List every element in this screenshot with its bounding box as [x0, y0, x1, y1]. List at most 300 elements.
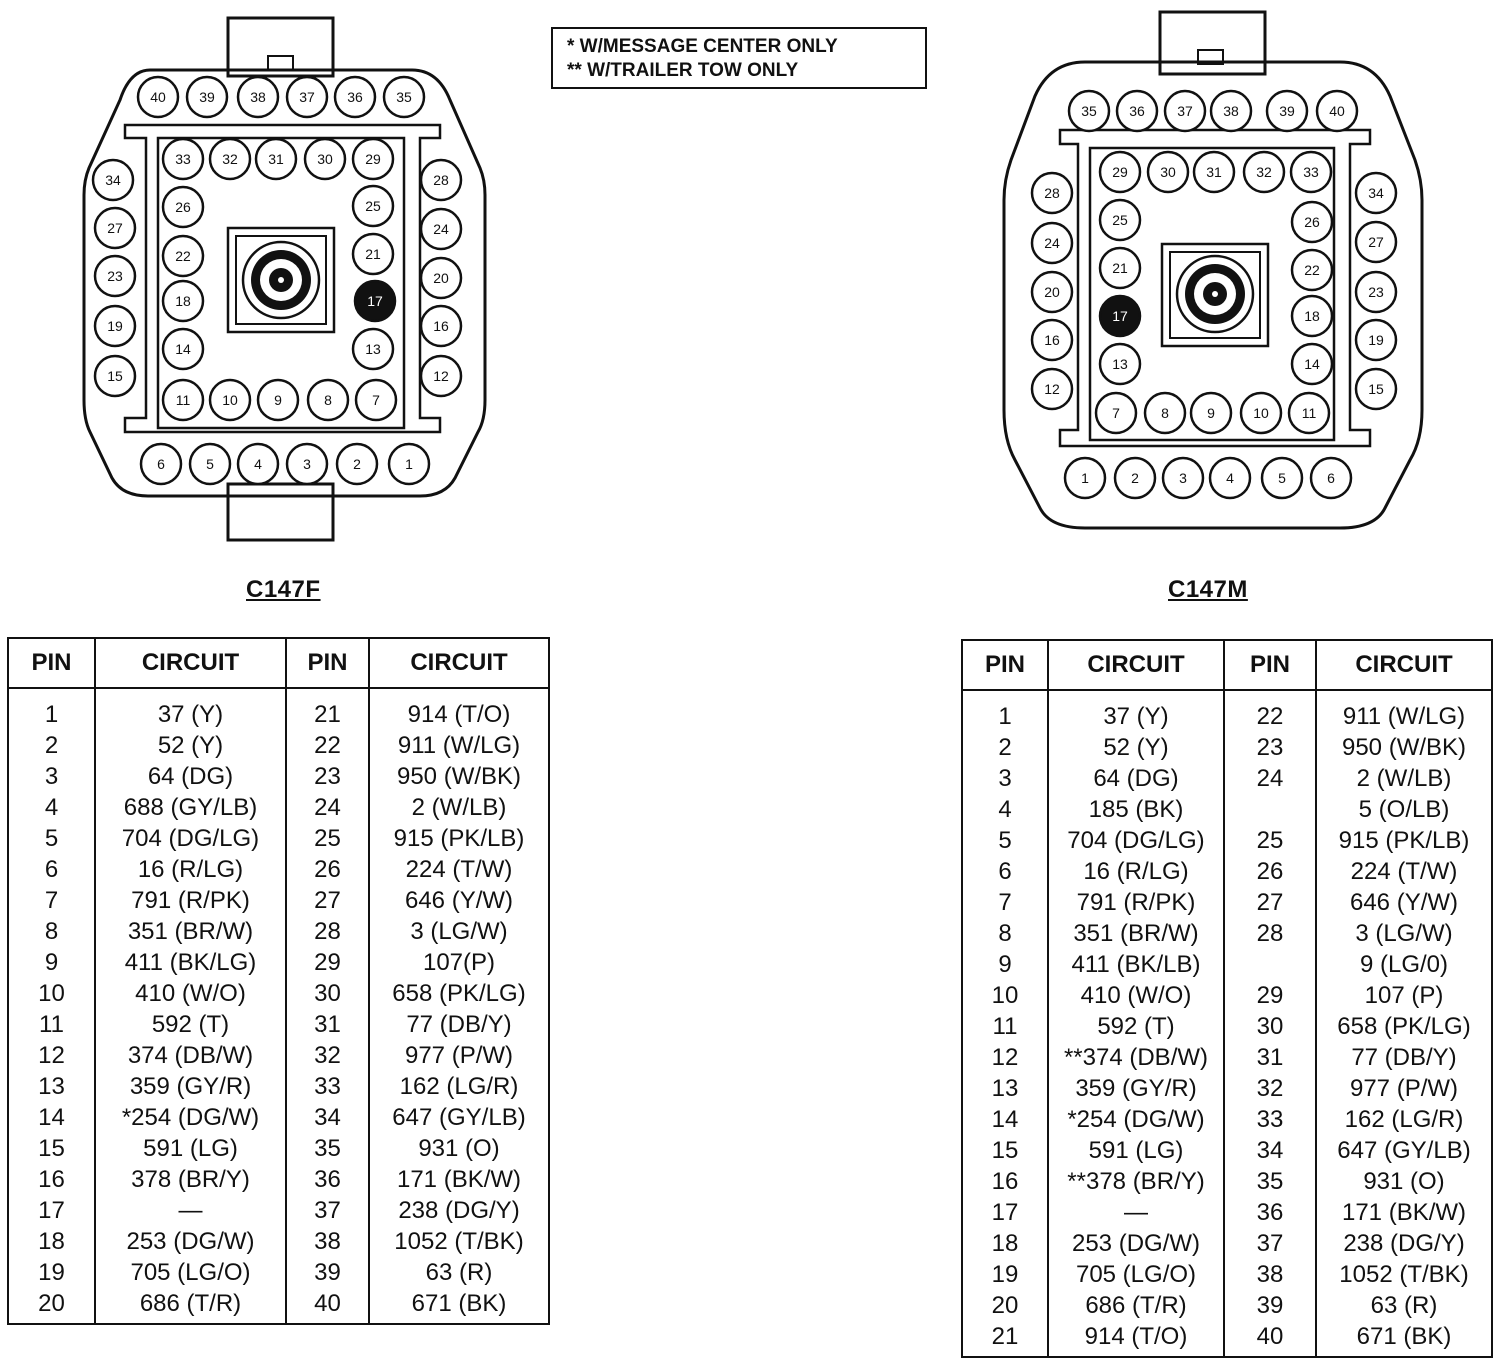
pin-number: 28 — [286, 916, 369, 947]
circuit-value: 9 (LG/0) — [1359, 950, 1449, 978]
c147m-housing — [1004, 12, 1422, 528]
footnote-trailer-tow: ** W/TRAILER TOW ONLY — [567, 60, 799, 81]
circuit-value: 658 (PK/LG) — [1337, 1012, 1471, 1040]
pin-cavity-number: 10 — [222, 392, 238, 408]
table-row — [8, 1195, 549, 1226]
circuit-value: 647 (GY/LB) — [392, 1103, 526, 1131]
circuit-value: *254 (DG/W) — [1048, 1104, 1224, 1135]
pin-cavity-number: 21 — [1112, 260, 1128, 276]
pin-cavity-number: 31 — [1206, 164, 1222, 180]
circuit-value: 410 (W/O) — [1048, 980, 1224, 1011]
pin-cavity-number: 11 — [1301, 405, 1317, 421]
table-row — [962, 1259, 1492, 1290]
pin-number: 38 — [286, 1226, 369, 1257]
table-row — [8, 978, 549, 1009]
circuit-value: 411 (BK/LG) — [95, 947, 286, 978]
circuit-value: 5 (O/LB) — [1358, 795, 1450, 823]
pin-number: 37 — [286, 1195, 369, 1226]
pin-number: 38 — [1224, 1259, 1316, 1290]
pin-number: 31 — [1224, 1042, 1316, 1073]
circuit-value: 185 (BK) — [1048, 794, 1224, 825]
pin-number: 25 — [1224, 825, 1316, 856]
table-row — [8, 1164, 549, 1195]
pin-cavity-number: 32 — [1256, 164, 1272, 180]
circuit-value: 646 (Y/W) — [1349, 888, 1459, 916]
table-row — [962, 1042, 1492, 1073]
c147m-pin-table — [961, 639, 1493, 1358]
pin-number: 39 — [1224, 1290, 1316, 1321]
pin-number: 13 — [962, 1073, 1048, 1104]
pin-cavity-number: 9 — [274, 392, 282, 408]
circuit-value: 351 (BR/W) — [95, 916, 286, 947]
table-row — [8, 761, 549, 792]
circuit-value: 931 (O) — [1363, 1167, 1445, 1195]
pin-cavity-number: 29 — [1112, 164, 1128, 180]
circuit-value: 591 (LG) — [1048, 1135, 1224, 1166]
circuit-value: 686 (T/R) — [95, 1288, 286, 1324]
c147m-title: C147M — [1168, 576, 1248, 603]
table-row — [962, 1321, 1492, 1357]
header-circuit: CIRCUIT — [95, 638, 286, 688]
pin-cavity-number: 23 — [107, 268, 123, 284]
table-header-row — [8, 638, 549, 688]
pin-number: 18 — [8, 1226, 95, 1257]
pin-cavity-number: 11 — [175, 392, 191, 408]
header-pin: PIN — [1224, 640, 1316, 690]
pin-number: 11 — [8, 1009, 95, 1040]
table-row — [8, 854, 549, 885]
table-row — [8, 885, 549, 916]
pin-cavity-number: 6 — [157, 456, 165, 472]
header-pin: PIN — [962, 640, 1048, 690]
circuit-value: 107(P) — [422, 948, 496, 976]
pin-cavity-number: 16 — [433, 318, 449, 334]
table-row — [8, 1226, 549, 1257]
pin-number: 17 — [962, 1197, 1048, 1228]
pin-cavity-number: 5 — [206, 456, 214, 472]
circuit-value: 374 (DB/W) — [95, 1040, 286, 1071]
pin-cavity-number: 4 — [1226, 470, 1234, 486]
circuit-value: 77 (DB/Y) — [1351, 1043, 1457, 1071]
table-row — [962, 1197, 1492, 1228]
pin-cavity-number: 35 — [396, 89, 412, 105]
pin-number: 13 — [8, 1071, 95, 1102]
pin-cavity-number: 30 — [317, 151, 333, 167]
circuit-value: 950 (W/BK) — [396, 762, 522, 790]
table-row — [962, 980, 1492, 1011]
pin-number: 37 — [1224, 1228, 1316, 1259]
pin-cavity-number: 1 — [1081, 470, 1089, 486]
table-row — [8, 1288, 549, 1324]
circuit-value: 671 (BK) — [411, 1289, 507, 1317]
table-header-row — [962, 640, 1492, 690]
pin-cavity-number: 10 — [1253, 405, 1269, 421]
circuit-value: 671 (BK) — [1356, 1322, 1452, 1350]
circuit-value: 2 (W/LB) — [1356, 764, 1452, 792]
circuit-value: 3 (LG/W) — [1355, 919, 1453, 947]
pin-number: 19 — [962, 1259, 1048, 1290]
pin-number: 22 — [286, 730, 369, 761]
circuit-value: 224 (T/W) — [1350, 857, 1458, 885]
pin-number: 9 — [962, 949, 1048, 980]
circuit-value: 950 (W/BK) — [1341, 733, 1467, 761]
pin-number: 8 — [8, 916, 95, 947]
pin-cavity-number: 20 — [1044, 284, 1060, 300]
pin-number: 23 — [1224, 732, 1316, 763]
pin-number: 1 — [8, 688, 95, 730]
table-row — [962, 794, 1492, 825]
circuit-value: **374 (DB/W) — [1048, 1042, 1224, 1073]
circuit-value: 688 (GY/LB) — [95, 792, 286, 823]
pin-cavity-number: 22 — [175, 248, 191, 264]
pin-number: 32 — [1224, 1073, 1316, 1104]
pin-cavity-number: 37 — [299, 89, 315, 105]
pin-number: 4 — [8, 792, 95, 823]
pin-cavity-number: 40 — [150, 89, 166, 105]
circuit-value: 64 (DG) — [95, 761, 286, 792]
table-row — [8, 1102, 549, 1133]
circuit-value: 647 (GY/LB) — [1337, 1136, 1471, 1164]
pin-number — [1224, 794, 1316, 825]
circuit-value: 591 (LG) — [95, 1133, 286, 1164]
circuit-value: 646 (Y/W) — [404, 886, 514, 914]
table-row — [8, 1133, 549, 1164]
pin-number: 16 — [962, 1166, 1048, 1197]
c147f-title: C147F — [246, 576, 321, 603]
table-row — [962, 1290, 1492, 1321]
pin-cavity-number: 36 — [347, 89, 363, 105]
circuit-value: 931 (O) — [418, 1134, 500, 1162]
pin-cavity-number: 26 — [1304, 214, 1320, 230]
c147f-pin-table — [7, 637, 550, 1325]
pin-cavity-number: 25 — [365, 198, 381, 214]
pin-number: 21 — [286, 688, 369, 730]
pin-cavity-number: 19 — [107, 318, 123, 334]
table-row — [962, 763, 1492, 794]
pin-number: 36 — [1224, 1197, 1316, 1228]
pin-cavity-number: 35 — [1081, 103, 1097, 119]
circuit-value: — — [1048, 1197, 1224, 1228]
pin-number: 24 — [1224, 763, 1316, 794]
circuit-value: 704 (DG/LG) — [1048, 825, 1224, 856]
pin-number: 10 — [962, 980, 1048, 1011]
footnote-legend — [551, 27, 927, 89]
pin-cavity-number: 34 — [105, 172, 121, 188]
pin-cavity-number: 9 — [1207, 405, 1215, 421]
pin-cavity-number: 31 — [268, 151, 284, 167]
pin-number: 30 — [286, 978, 369, 1009]
pin-cavity-number: 21 — [365, 246, 381, 262]
pin-number: 39 — [286, 1257, 369, 1288]
pin-cavity-number: 23 — [1368, 284, 1384, 300]
pin-number: 26 — [1224, 856, 1316, 887]
circuit-value: 224 (T/W) — [405, 855, 513, 883]
circuit-value: 253 (DG/W) — [1048, 1228, 1224, 1259]
pin-cavity-number: 33 — [1303, 164, 1319, 180]
circuit-value: 37 (Y) — [1048, 690, 1224, 732]
pin-cavity-number: 25 — [1112, 212, 1128, 228]
pin-cavity-number: 15 — [107, 368, 123, 384]
circuit-value: 705 (LG/O) — [95, 1257, 286, 1288]
pin-number: 14 — [8, 1102, 95, 1133]
pin-cavity-number: 40 — [1329, 103, 1345, 119]
pin-number: 26 — [286, 854, 369, 885]
circuit-value: 378 (BR/Y) — [95, 1164, 286, 1195]
pin-number — [1224, 949, 1316, 980]
circuit-value: 914 (T/O) — [407, 700, 511, 728]
table-row — [962, 1135, 1492, 1166]
circuit-value: 63 (R) — [425, 1258, 493, 1286]
pin-number: 23 — [286, 761, 369, 792]
pin-cavity-number: 34 — [1368, 185, 1384, 201]
circuit-value: 37 (Y) — [95, 688, 286, 730]
circuit-value: 915 (PK/LB) — [1338, 826, 1470, 854]
pin-number: 3 — [8, 761, 95, 792]
pin-cavity-number: 7 — [372, 392, 380, 408]
pin-number: 17 — [8, 1195, 95, 1226]
pin-number: 33 — [286, 1071, 369, 1102]
pin-number: 5 — [962, 825, 1048, 856]
pin-number: 40 — [286, 1288, 369, 1324]
circuit-value: 63 (R) — [1370, 1291, 1438, 1319]
pin-number: 6 — [8, 854, 95, 885]
pin-cavity-number: 18 — [1304, 308, 1320, 324]
header-circuit: CIRCUIT — [1316, 640, 1492, 690]
pin-cavity-number: 16 — [1044, 332, 1060, 348]
pin-number: 7 — [8, 885, 95, 916]
circuit-value: 52 (Y) — [95, 730, 286, 761]
circuit-value: 704 (DG/LG) — [95, 823, 286, 854]
pin-cavity-number: 12 — [433, 368, 449, 384]
table-row — [8, 916, 549, 947]
pin-cavity-number: 36 — [1129, 103, 1145, 119]
pin-number: 40 — [1224, 1321, 1316, 1357]
circuit-value: 911 (W/LG) — [1342, 702, 1466, 730]
circuit-value: 238 (DG/Y) — [398, 1196, 520, 1224]
pin-number: 7 — [962, 887, 1048, 918]
pin-number: 15 — [962, 1135, 1048, 1166]
pin-number: 15 — [8, 1133, 95, 1164]
pin-cavity-number: 29 — [365, 151, 381, 167]
table-row — [8, 1071, 549, 1102]
pin-number: 18 — [962, 1228, 1048, 1259]
pin-number: 12 — [8, 1040, 95, 1071]
footnote-message-center: * W/MESSAGE CENTER ONLY — [567, 36, 838, 57]
pin-cavity-number: 28 — [1044, 185, 1060, 201]
table-row — [8, 823, 549, 854]
circuit-value: *254 (DG/W) — [95, 1102, 286, 1133]
pin-number: 2 — [962, 732, 1048, 763]
table-row — [962, 690, 1492, 732]
pin-number: 21 — [962, 1321, 1048, 1357]
circuit-value: 359 (GY/R) — [1048, 1073, 1224, 1104]
circuit-value: 2 (W/LB) — [411, 793, 507, 821]
circuit-value: 3 (LG/W) — [410, 917, 508, 945]
pin-number: 36 — [286, 1164, 369, 1195]
circuit-value: 52 (Y) — [1048, 732, 1224, 763]
circuit-value: 686 (T/R) — [1048, 1290, 1224, 1321]
table-row — [962, 1228, 1492, 1259]
pin-cavity-number: 28 — [433, 172, 449, 188]
table-row — [962, 949, 1492, 980]
pin-number: 22 — [1224, 690, 1316, 732]
pin-cavity-number: 39 — [199, 89, 215, 105]
pin-number: 35 — [1224, 1166, 1316, 1197]
pin-cavity-number: 8 — [324, 392, 332, 408]
pin-cavity-number: 1 — [405, 456, 413, 472]
table-row — [8, 1009, 549, 1040]
table-row — [962, 732, 1492, 763]
pin-cavity-number: 26 — [175, 199, 191, 215]
c147f-connector-face — [0, 0, 520, 560]
pin-number: 27 — [1224, 887, 1316, 918]
circuit-value: 238 (DG/Y) — [1343, 1229, 1465, 1257]
table-row — [962, 887, 1492, 918]
pin-number: 33 — [1224, 1104, 1316, 1135]
pin-number: 30 — [1224, 1011, 1316, 1042]
pin-number: 34 — [286, 1102, 369, 1133]
pin-number: 8 — [962, 918, 1048, 949]
pin-number: 29 — [1224, 980, 1316, 1011]
pin-cavity-number: 18 — [175, 293, 191, 309]
header-circuit: CIRCUIT — [369, 638, 549, 688]
circuit-value: 171 (BK/W) — [396, 1165, 522, 1193]
pin-cavity-number: 24 — [1044, 235, 1060, 251]
pin-cavity-number: 5 — [1278, 470, 1286, 486]
pin-cavity-number: 38 — [250, 89, 266, 105]
pin-number: 28 — [1224, 918, 1316, 949]
circuit-value: 791 (R/PK) — [95, 885, 286, 916]
pin-cavity-number: 14 — [1304, 356, 1320, 372]
pin-cavity-number: 39 — [1279, 103, 1295, 119]
pin-cavity-number: 33 — [175, 151, 191, 167]
table-row — [962, 1011, 1492, 1042]
pin-cavity-number: 4 — [254, 456, 262, 472]
circuit-value: 64 (DG) — [1048, 763, 1224, 794]
circuit-value: 977 (P/W) — [404, 1041, 514, 1069]
circuit-value: 705 (LG/O) — [1048, 1259, 1224, 1290]
circuit-value: 915 (PK/LB) — [393, 824, 525, 852]
pin-number: 24 — [286, 792, 369, 823]
table-row — [962, 825, 1492, 856]
circuit-value: 1052 (T/BK) — [394, 1227, 524, 1255]
circuit-value: 162 (LG/R) — [399, 1072, 519, 1100]
table-row — [8, 1040, 549, 1071]
table-row — [962, 918, 1492, 949]
pin-number: 35 — [286, 1133, 369, 1164]
circuit-value: 1052 (T/BK) — [1339, 1260, 1469, 1288]
pin-cavity-number: 3 — [1179, 470, 1187, 486]
pin-number: 4 — [962, 794, 1048, 825]
pin-cavity-number: 24 — [433, 221, 449, 237]
pin-number: 25 — [286, 823, 369, 854]
pin-cavity-number: 30 — [1160, 164, 1176, 180]
circuit-value: — — [95, 1195, 286, 1226]
circuit-value: 410 (W/O) — [95, 978, 286, 1009]
pin-cavity-number: 8 — [1161, 405, 1169, 421]
pin-cavity-number: 2 — [353, 456, 361, 472]
pin-number: 11 — [962, 1011, 1048, 1042]
pin-cavity-number: 12 — [1044, 381, 1060, 397]
circuit-value: 592 (T) — [95, 1009, 286, 1040]
pin-number: 31 — [286, 1009, 369, 1040]
pin-cavity-number: 3 — [303, 456, 311, 472]
pin-number: 32 — [286, 1040, 369, 1071]
pin-number: 19 — [8, 1257, 95, 1288]
circuit-value: 16 (R/LG) — [95, 854, 286, 885]
pin-number: 14 — [962, 1104, 1048, 1135]
pin-cavity-number: 27 — [107, 220, 123, 236]
table-row — [962, 856, 1492, 887]
pin-cavity-number: 37 — [1177, 103, 1193, 119]
circuit-value: 351 (BR/W) — [1048, 918, 1224, 949]
pin-number: 27 — [286, 885, 369, 916]
pin-cavity-number: 7 — [1112, 405, 1120, 421]
pin-cavity-number: 22 — [1304, 262, 1320, 278]
circuit-value: 162 (LG/R) — [1344, 1105, 1464, 1133]
table-row — [962, 1073, 1492, 1104]
pin-cavity-number: 15 — [1368, 381, 1384, 397]
pin-cavity-number: 17 — [1112, 308, 1128, 324]
table-row — [8, 688, 549, 730]
pin-number: 12 — [962, 1042, 1048, 1073]
circuit-value: 791 (R/PK) — [1048, 887, 1224, 918]
table-row — [8, 792, 549, 823]
pin-cavity-number: 32 — [222, 151, 238, 167]
pin-number: 1 — [962, 690, 1048, 732]
pin-number: 10 — [8, 978, 95, 1009]
pin-number: 9 — [8, 947, 95, 978]
c147m-connector-face — [990, 0, 1502, 560]
circuit-value: 592 (T) — [1048, 1011, 1224, 1042]
circuit-value: 911 (W/LG) — [397, 731, 521, 759]
circuit-value: 977 (P/W) — [1349, 1074, 1459, 1102]
pin-number: 20 — [8, 1288, 95, 1324]
table-row — [962, 1104, 1492, 1135]
pin-number: 34 — [1224, 1135, 1316, 1166]
pin-number: 20 — [962, 1290, 1048, 1321]
pin-cavity-number: 2 — [1131, 470, 1139, 486]
pin-cavity-number: 27 — [1368, 234, 1384, 250]
circuit-value: 914 (T/O) — [1048, 1321, 1224, 1357]
circuit-value: 171 (BK/W) — [1341, 1198, 1467, 1226]
circuit-value: 411 (BK/LB) — [1048, 949, 1224, 980]
circuit-value: 253 (DG/W) — [95, 1226, 286, 1257]
table-row — [8, 730, 549, 761]
header-pin: PIN — [8, 638, 95, 688]
table-row — [8, 947, 549, 978]
pin-cavity-number: 38 — [1223, 103, 1239, 119]
pin-cavity-number: 20 — [433, 270, 449, 286]
pin-number: 29 — [286, 947, 369, 978]
pin-number: 6 — [962, 856, 1048, 887]
circuit-value: 107 (P) — [1364, 981, 1444, 1009]
pin-cavity-number: 14 — [175, 341, 191, 357]
pin-number: 3 — [962, 763, 1048, 794]
header-pin: PIN — [286, 638, 369, 688]
pin-cavity-number: 6 — [1327, 470, 1335, 486]
table-row — [962, 1166, 1492, 1197]
pin-number: 2 — [8, 730, 95, 761]
pin-number: 16 — [8, 1164, 95, 1195]
circuit-value: **378 (BR/Y) — [1048, 1166, 1224, 1197]
pin-cavity-number: 13 — [1112, 356, 1128, 372]
pin-cavity-number: 19 — [1368, 332, 1384, 348]
pin-cavity-number: 13 — [365, 341, 381, 357]
table-row — [8, 1257, 549, 1288]
header-circuit: CIRCUIT — [1048, 640, 1224, 690]
circuit-value: 16 (R/LG) — [1048, 856, 1224, 887]
